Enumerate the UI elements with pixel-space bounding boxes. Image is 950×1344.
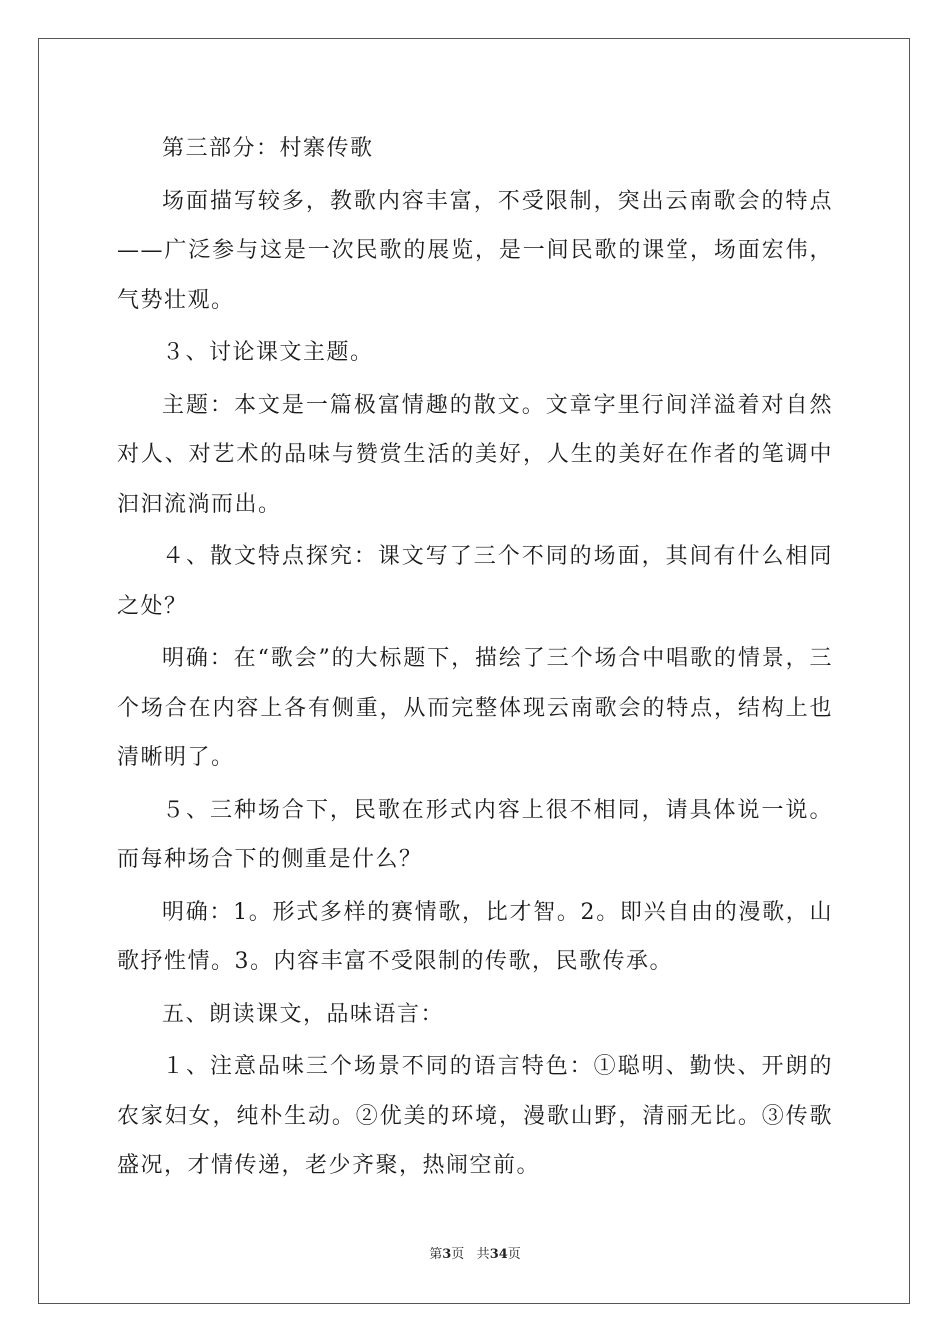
question-heading: ５、三种场合下，民歌在形式内容上很不相同，请具体说一说。而每种场合下的侧重是什么？ [117,797,833,872]
footer-prefix: 第 [429,1247,443,1262]
question-heading: ４、散文特点探究：课文写了三个不同的场面，其间有什么相同之处？ [117,544,833,619]
footer-total-prefix: 共 [476,1247,490,1262]
question-heading: ３、讨论课文主题。 [162,340,374,365]
footer-page-suffix: 页 [451,1247,465,1262]
paragraph: 场面描写较多，教歌内容丰富，不受限制，突出云南歌会的特点——广泛参与这是一次民歌的展览，是一间民歌的课堂，场面宏伟，气势壮观。 [117,188,833,313]
document-body [117,124,833,1194]
paragraph: １、注意品味三个场景不同的语言特色：①聪明、勤快、开朗的农家妇女，纯朴生动。②优美的环境，漫歌山野，清丽无比。③传歌盛况，才情传递，老少齐聚，热闹空前。 [117,1054,833,1178]
footer-total-suffix: 页 [507,1247,521,1262]
section-heading: 第三部分：村寨传歌 [162,136,374,161]
paragraph: 明确：在“歌会”的大标题下，描绘了三个场合中唱歌的情景，三个场合在内容上各有侧重，从而完整体现云南歌会的特点，结构上也清晰明了。 [117,646,833,770]
page-footer [0,1246,950,1264]
section-heading: 五、朗读课文，品味语言： [162,1001,445,1027]
current-page-number: 3 [442,1247,452,1262]
paragraph: 主题：本文是一篇极富情趣的散文。文章字里行间洋溢着对自然对人、对艺术的品味与赞赏生活的美好，人生的美好在作者的笔调中汩汩流淌而出。 [117,392,833,517]
total-pages-number: 34 [489,1247,508,1262]
paragraph: 明确：1。形式多样的赛情歌，比才智。2。即兴自由的漫歌，山歌抒性情。3。内容丰富不受限制的传歌，民歌传承。 [117,899,833,974]
